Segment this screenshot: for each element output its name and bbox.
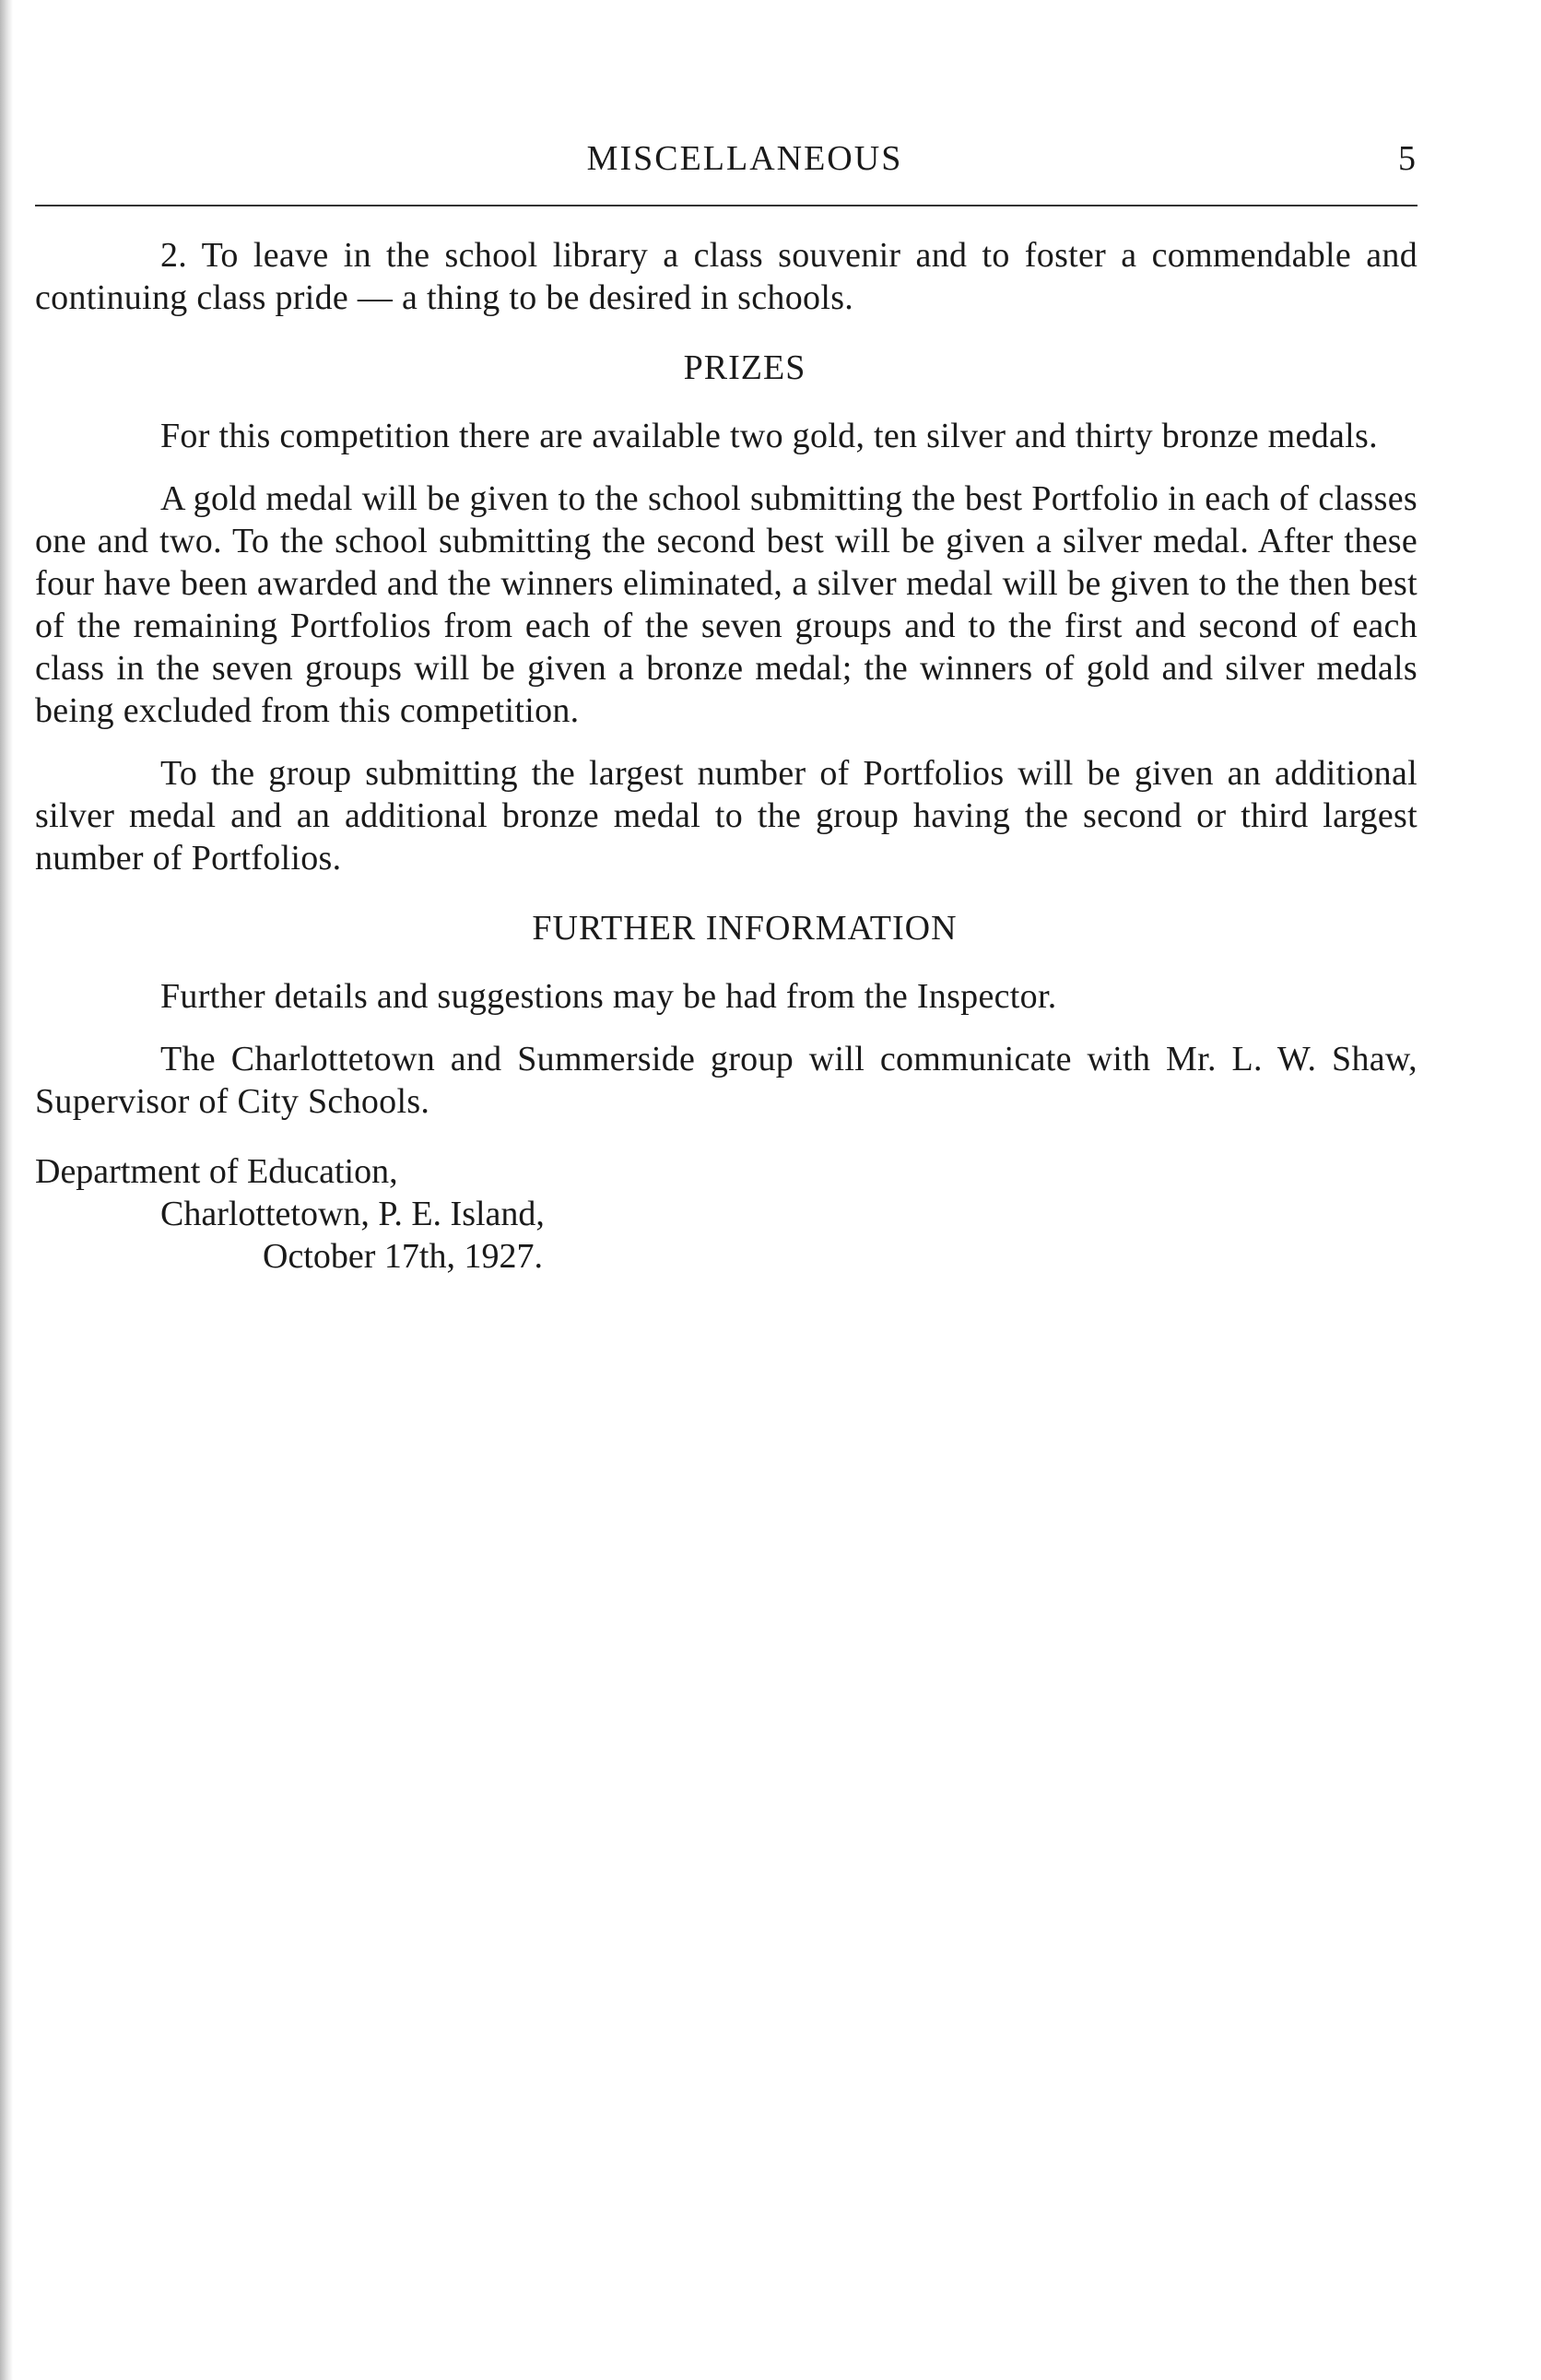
prizes-paragraph-3: To the group submitting the largest number of Portfolios will be given an additional silver medal and an additional bronze medal to the group having the second or third largest number of Portfolios. xyxy=(35,754,1417,878)
page-number: 5 xyxy=(1398,139,1417,178)
document-page xyxy=(35,138,1417,1278)
signature-department: Department of Education, xyxy=(35,1152,398,1191)
further-information-heading: FURTHER INFORMATION xyxy=(532,909,958,948)
page-binding-edge xyxy=(0,0,13,2380)
signature-date: October 17th, 1927. xyxy=(263,1237,543,1276)
prizes-paragraph-1: For this competition there are available two gold, ten silver and thirty bronze medals. xyxy=(160,417,1378,455)
signature-block xyxy=(35,1150,1417,1278)
running-title: MISCELLANEOUS xyxy=(586,139,903,178)
intro-paragraph-2: 2. To leave in the school library a class souvenir and to foster a commendable and continuing class pride — a thing to be desired in schools. xyxy=(35,236,1417,317)
further-information-paragraph-2: The Charlottetown and Summerside group will communicate with Mr. L. W. Shaw, Supervisor of City Schools. xyxy=(35,1040,1417,1121)
signature-location: Charlottetown, P. E. Island, xyxy=(160,1195,545,1233)
further-information-paragraph-1: Further details and suggestions may be had from the Inspector. xyxy=(160,977,1057,1016)
prizes-heading: PRIZES xyxy=(683,348,806,387)
document-body xyxy=(35,234,1417,1123)
prizes-paragraph-2: A gold medal will be given to the school submitting the best Portfolio in each of classes one and two. To the school submitting the second best will be given a silver medal. After these four have been awarded and the winners eliminated, a silver medal will be given to the then best of the remaining Portfolios from each of the seven groups and to the first and second of each class in the seven groups will be given a bronze medal; the winners of gold and silver medals being excluded from this competition. xyxy=(35,479,1417,730)
header-rule xyxy=(35,205,1417,206)
running-header xyxy=(35,138,1417,194)
